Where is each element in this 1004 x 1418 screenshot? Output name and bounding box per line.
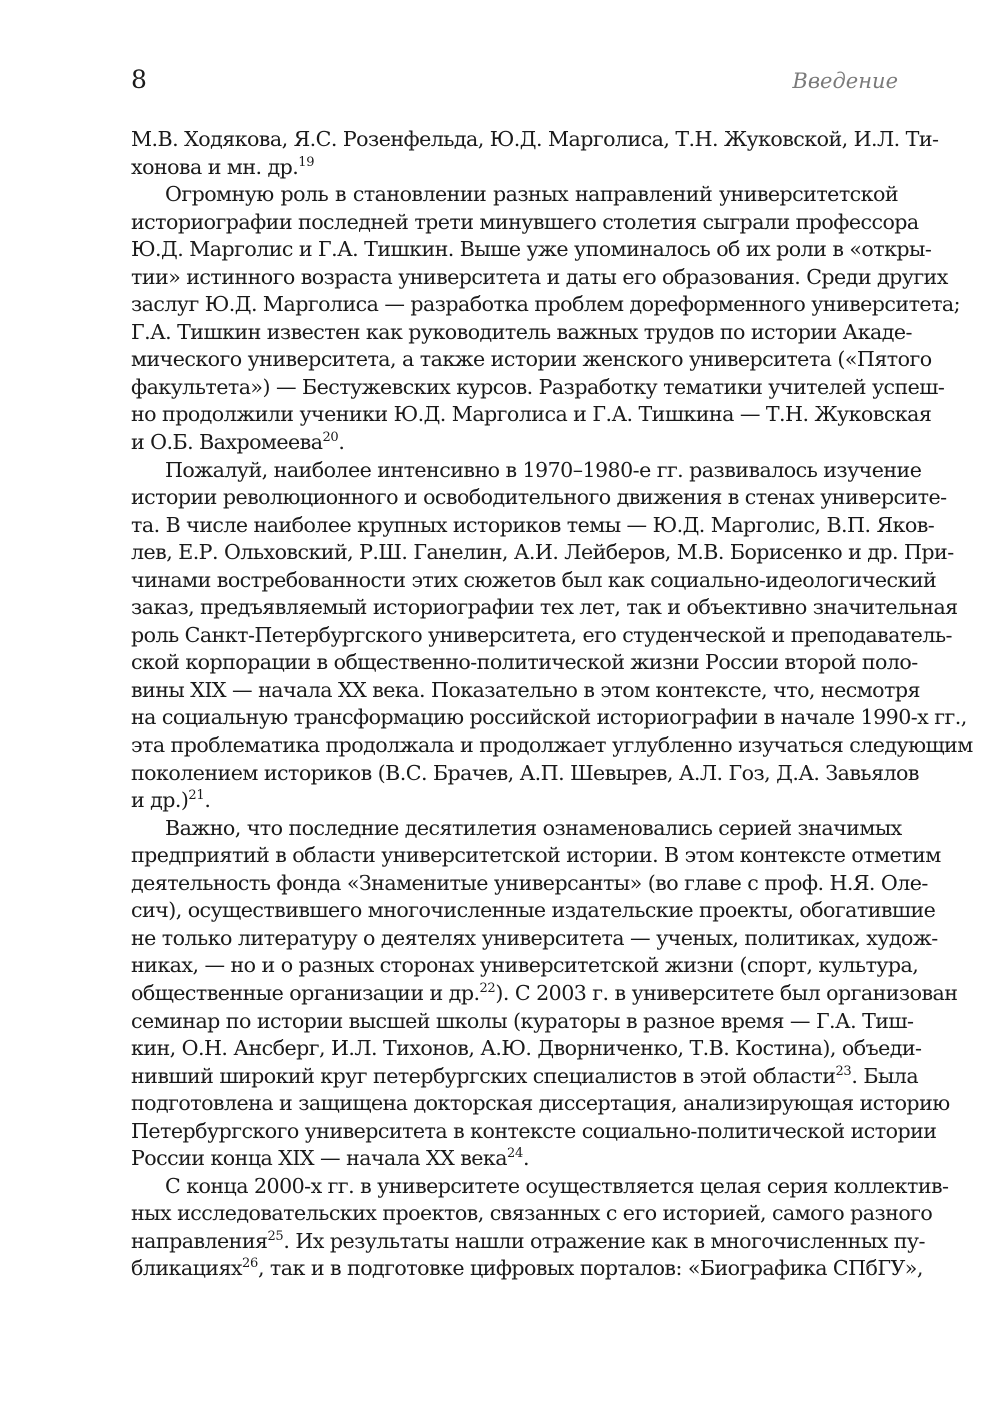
text-line (131, 787, 898, 815)
line-text: вины XIX — начала XX века. Показательно в этом контексте, что, несмотря (131, 677, 920, 702)
text-line (131, 897, 936, 925)
line-text: факультета») — Бестужевских курсов. Разработку тематики учителей успеш- (131, 374, 945, 399)
line-text: ской корпорации в общественно-политической жизни России второй поло- (131, 650, 918, 675)
text-line (131, 1008, 914, 1036)
text-line (131, 925, 938, 953)
text-line (131, 209, 919, 237)
text-line (131, 842, 941, 870)
body-text (131, 126, 973, 1283)
line-text: кин, О.Н. Ансберг, И.Л. Тихонов, А.Ю. Дворниченко, Т.В. Костина), объеди- (131, 1036, 922, 1061)
text-line (131, 1090, 950, 1118)
line-text: подготовлена и защищена докторская диссертация, анализирующая историю (131, 1091, 950, 1116)
footnote-reference[interactable]: 21 (188, 788, 205, 804)
line-text: историографии последней трети минувшего столетия сыграли профессора (131, 209, 919, 234)
text-line (131, 815, 902, 843)
text-line (131, 181, 898, 209)
text-line (131, 1228, 925, 1256)
line-text: на социальную трансформацию российской историографии в начале 1990-х гг., (131, 705, 967, 730)
line-text: С конца 2000-х гг. в университете осуществляется целая серия коллектив- (165, 1173, 949, 1198)
text-line (131, 264, 948, 292)
text-line (131, 622, 952, 650)
line-text: России конца XIX — начала XX века (131, 1146, 507, 1171)
text-line (131, 319, 912, 347)
paragraph (131, 1173, 949, 1283)
line-text: чинами востребованности этих сюжетов был как социально-идеологический (131, 567, 937, 592)
text-line (131, 126, 939, 154)
line-text: роль Санкт-Петербургского университета, его студенческой и преподаватель- (131, 622, 952, 647)
paragraph (131, 181, 961, 456)
running-title: Введение (792, 69, 898, 93)
text-line (131, 1035, 922, 1063)
page-number: 8 (131, 65, 147, 94)
text-line (131, 594, 958, 622)
line-text: не только литературу о деятелях университета — ученых, политиках, худож- (131, 925, 938, 950)
text-line (131, 980, 958, 1008)
text-line (131, 429, 898, 457)
footnote-reference[interactable]: 24 (506, 1146, 523, 1162)
line-text: та. В числе наиболее крупных историков темы — Ю.Д. Марголис, В.П. Яков- (131, 512, 935, 537)
line-text: хонова и мн. др. (131, 154, 299, 179)
line-text: эта проблематика продолжала и продолжает углубленно изучаться следующим (131, 733, 973, 758)
footnote-reference[interactable]: 23 (835, 1063, 852, 1079)
text-line (131, 870, 928, 898)
text-line (131, 1255, 923, 1283)
text-line (131, 677, 920, 705)
line-text: бликациях (131, 1256, 242, 1281)
text-line (131, 291, 961, 319)
line-text: и О.Б. Вахромеева (131, 430, 323, 455)
line-text: предприятий в области университетской истории. В этом контексте отметим (131, 843, 941, 868)
line-text: но продолжили ученики Ю.Д. Марголиса и Г.А. Тишкина — Т.Н. Жуковская (131, 402, 932, 427)
line-text: лев, Е.Р. Ольховский, Р.Ш. Ганелин, А.И. Лейберов, М.В. Борисенко и др. При- (131, 540, 954, 565)
line-text: никах, — но и о разных сторонах университетской жизни (спорт, культура, (131, 953, 919, 978)
line-text: истории революционного и освободительного движения в стенах университе- (131, 485, 947, 510)
line-text: общественные организации и др. (131, 980, 480, 1005)
line-text: заслуг Ю.Д. Марголиса — разработка проблем дореформенного университета; (131, 292, 961, 317)
text-line (131, 346, 932, 374)
text-line (131, 1200, 933, 1228)
line-text: поколением историков (В.С. Брачев, А.П. Шевырев, А.Л. Гоз, Д.А. Завьялов (131, 760, 919, 785)
text-line (131, 1145, 898, 1173)
text-line (131, 704, 967, 732)
line-text: направления (131, 1228, 268, 1253)
line-text: Пожалуй, наиболее интенсивно в 1970–1980-е гг. развивалось изучение (165, 457, 922, 482)
text-line (131, 374, 945, 402)
line-text-after-footnote: . (338, 430, 345, 455)
footnote-reference[interactable]: 22 (479, 980, 496, 996)
line-text: семинар по истории высшей школы (кураторы в разное время — Г.А. Тиш- (131, 1008, 914, 1033)
line-text: мического университета, а также истории женского университета («Пятого (131, 347, 932, 372)
text-line (131, 952, 919, 980)
line-text: Огромную роль в становлении разных направлений университетской (165, 182, 898, 207)
paragraph (131, 815, 958, 1173)
line-text: деятельность фонда «Знаменитые универсанты» (во главе с проф. Н.Я. Оле- (131, 870, 928, 895)
line-text-after-footnote: . Была (851, 1063, 919, 1088)
text-line (131, 567, 937, 595)
line-text: Г.А. Тишкин известен как руководитель важных трудов по истории Акаде- (131, 319, 912, 344)
line-text: Петербургского университета в контексте социально-политической истории (131, 1118, 937, 1143)
line-text: Важно, что последние десятилетия ознаменовались серией значимых (165, 815, 902, 840)
line-text-after-footnote: . (522, 1146, 529, 1171)
line-text-after-footnote: . Их результаты нашли отражение как в многочисленных пу- (283, 1228, 925, 1253)
line-text: заказ, предъявляемый историографии тех лет, так и объективно значительная (131, 595, 958, 620)
text-line (131, 484, 947, 512)
line-text: сич), осуществившего многочисленные издательские проекты, обогатившие (131, 898, 936, 923)
line-text: Ю.Д. Марголис и Г.А. Тишкин. Выше уже упоминалось об их роли в «откры- (131, 237, 932, 262)
line-text: М.В. Ходякова, Я.С. Розенфельда, Ю.Д. Марголиса, Т.Н. Жуковской, И.Л. Ти- (131, 127, 939, 151)
text-line (131, 512, 935, 540)
line-text: и др.) (131, 788, 189, 813)
footnote-reference[interactable]: 25 (267, 1228, 284, 1244)
text-line (131, 401, 932, 429)
line-text: ных исследовательских проектов, связанных с его историей, самого разного (131, 1201, 933, 1226)
line-text: нивший широкий круг петербургских специалистов в этой области (131, 1063, 836, 1088)
line-text-after-footnote: . (204, 788, 211, 813)
footnote-reference[interactable]: 26 (241, 1256, 258, 1272)
footnote-reference[interactable]: 20 (322, 430, 339, 446)
line-text-after-footnote: , так и в подготовке цифровых порталов: «Биографика СПбГУ», (257, 1256, 923, 1281)
text-line (131, 236, 932, 264)
text-line (131, 1118, 937, 1146)
text-line (131, 732, 973, 760)
line-text-after-footnote: ). С 2003 г. в университете был организован (495, 980, 958, 1005)
paragraph (131, 457, 973, 815)
text-line (131, 457, 922, 485)
line-text: тии» истинного возраста университета и даты его образования. Среди других (131, 264, 948, 289)
paragraph (131, 126, 939, 181)
text-line (131, 649, 918, 677)
text-line (131, 1173, 949, 1201)
text-line (131, 1063, 919, 1091)
text-line (131, 154, 898, 182)
text-line (131, 760, 919, 788)
footnote-reference[interactable]: 19 (298, 154, 315, 170)
text-line (131, 539, 954, 567)
